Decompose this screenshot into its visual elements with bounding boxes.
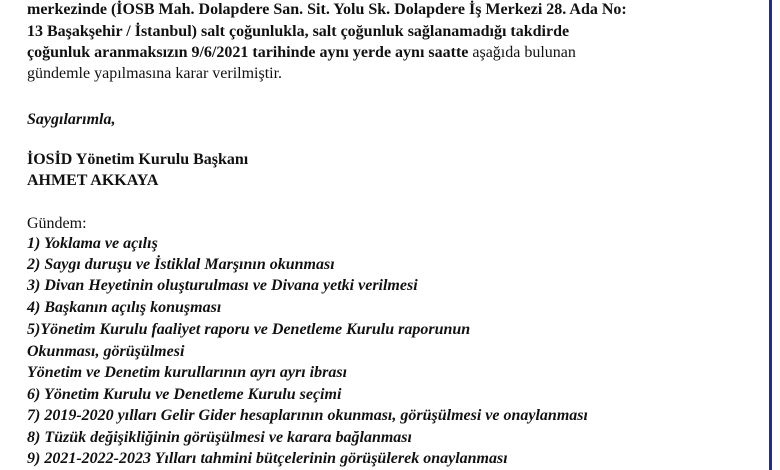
intro-line-2: 13 Başakşehir / İstanbul) salt çoğunlukla, salt çoğunluk sağlanamadığı takdirde bbox=[27, 23, 570, 40]
intro-line-4: gündemle yapılmasına karar verilmiştir. bbox=[27, 65, 283, 82]
signature-name: AHMET AKKAYA bbox=[27, 172, 159, 189]
signature-title: İOSİD Yönetim Kurulu Başkanı bbox=[27, 151, 249, 168]
agenda-item: 2) Saygı duruşu ve İstiklal Marşının okunması bbox=[27, 256, 335, 273]
agenda-item: 9) 2021-2022-2023 Yılları tahmini bütçelerinin görüşülerek onaylanması bbox=[27, 450, 508, 467]
agenda-item: 4) Başkanın açılış konuşması bbox=[27, 299, 222, 316]
agenda-item: 1) Yoklama ve açılış bbox=[27, 235, 158, 252]
agenda-item: Okunması, görüşülmesi bbox=[27, 343, 185, 360]
agenda-item: 8) Tüzük değişikliğinin görüşülmesi ve karara bağlanması bbox=[27, 429, 412, 446]
intro-line-3-normal: aşağıda bulunan bbox=[468, 44, 576, 61]
agenda-item: 3) Divan Heyetinin oluşturulması ve Divana yetki verilmesi bbox=[27, 277, 418, 294]
agenda-item: 6) Yönetim Kurulu ve Denetleme Kurulu seçimi bbox=[27, 386, 342, 403]
intro-line-3 bbox=[27, 43, 576, 63]
agenda-item: Yönetim ve Denetim kurullarının ayrı ayrı ibrası bbox=[27, 364, 348, 381]
agenda-item: 5)Yönetim Kurulu faaliyet raporu ve Denetleme Kurulu raporunun bbox=[27, 321, 471, 338]
agenda-heading: Gündem: bbox=[27, 215, 87, 232]
page-right-border bbox=[769, 0, 772, 470]
intro-line-1: merkezinde (İOSB Mah. Dolapdere San. Sit. Yolu Sk. Dolapdere İş Merkezi 28. Ada No: bbox=[27, 1, 627, 18]
document-page bbox=[27, 0, 767, 470]
agenda-item: 7) 2019-2020 yılları Gelir Gider hesaplarının okunması, görüşülmesi ve onaylanması bbox=[27, 407, 588, 424]
closing-salutation: Saygılarımla, bbox=[27, 111, 116, 128]
intro-line-3-bold: çoğunluk aranmaksızın 9/6/2021 tarihinde aynı yerde aynı saatte bbox=[27, 44, 469, 61]
